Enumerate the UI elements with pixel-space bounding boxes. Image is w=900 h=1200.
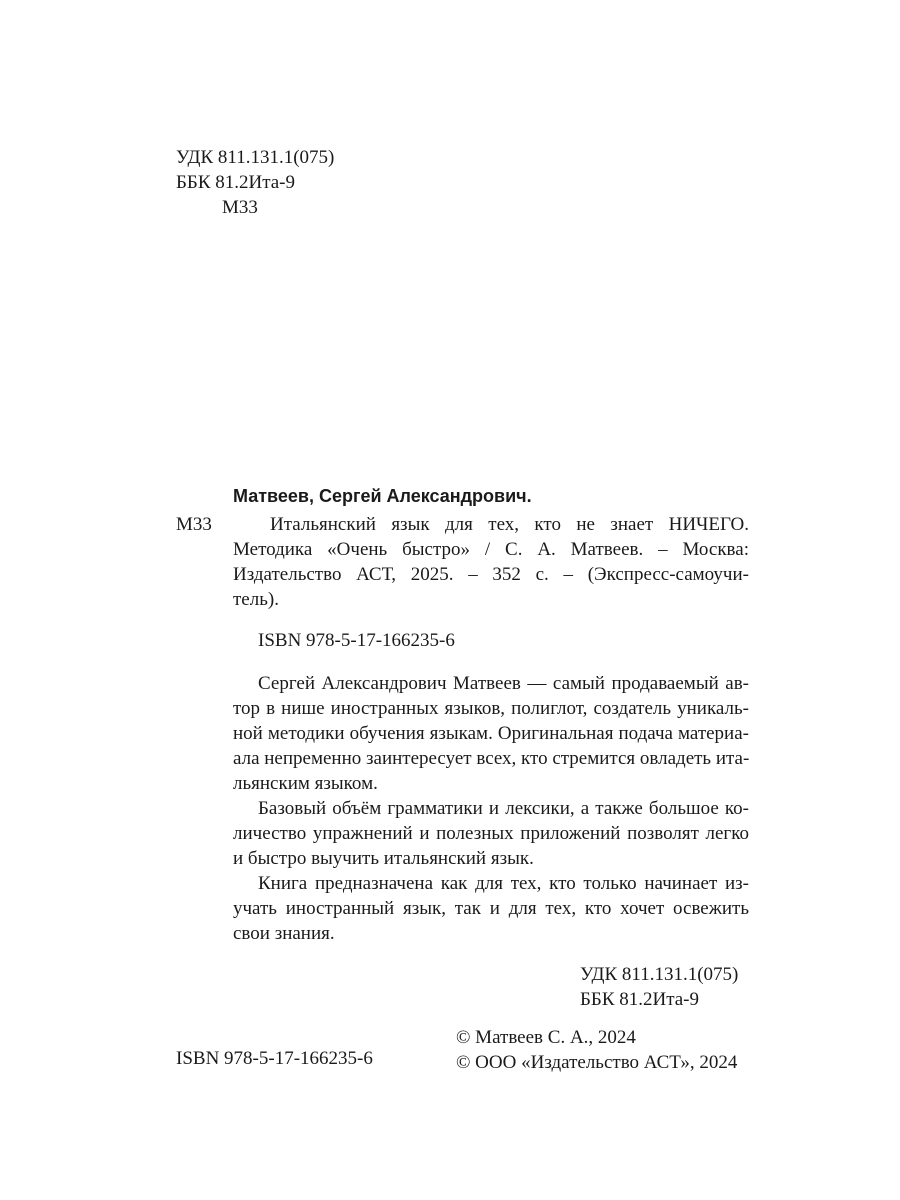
top-udk: УДК 811.131.1(075) bbox=[176, 147, 335, 168]
annotation-p3-line-3: свои знания. bbox=[233, 923, 335, 944]
annotation-p2-line-3: и быстро выучить итальянский язык. bbox=[233, 848, 534, 869]
annotation-p1-line-4: ала непременно заинтересует всех, кто стремится овладеть ита- bbox=[233, 748, 750, 769]
annotation-p1-line-5: льянским языком. bbox=[233, 773, 378, 794]
annotation-p1-line-3: ной методики обучения языкам. Оригинальная подача материа- bbox=[233, 723, 749, 744]
top-author-sign: М33 bbox=[222, 197, 258, 218]
title-line-1: Итальянский язык для тех, кто не знает НИЧЕГО. bbox=[270, 514, 749, 535]
title-line-3: Издательство АСТ, 2025. – 352 с. – (Экспресс-самоучи- bbox=[233, 564, 749, 585]
annotation-p2-line-2: личество упражнений и полезных приложений позволят легко bbox=[233, 823, 749, 844]
card-author-sign: М33 bbox=[176, 514, 212, 535]
annotation-p3-line-2: учать иностранный язык, так и для тех, кто хочет освежить bbox=[233, 898, 749, 919]
top-bbk: ББК 81.2Ита-9 bbox=[176, 172, 296, 193]
copyright-publisher: © ООО «Издательство АСТ», 2024 bbox=[456, 1052, 738, 1073]
copyright-author: © Матвеев С. А., 2024 bbox=[456, 1027, 636, 1048]
annotation-p1-line-1: Сергей Александрович Матвеев — самый продаваемый ав- bbox=[258, 673, 749, 694]
title-line-2: Методика «Очень быстро» / С. А. Матвеев. – Москва: bbox=[233, 539, 749, 560]
annotation-p3-line-1: Книга предназначена как для тех, кто только начинает из- bbox=[258, 873, 749, 894]
bottom-udk: УДК 811.131.1(075) bbox=[580, 964, 739, 985]
author-heading: Матвеев, Сергей Александрович. bbox=[233, 486, 532, 506]
card-isbn: ISBN 978-5-17-166235-6 bbox=[258, 630, 455, 651]
title-line-4: тель). bbox=[233, 589, 279, 610]
bottom-bbk: ББК 81.2Ита-9 bbox=[580, 989, 700, 1010]
footer-isbn: ISBN 978-5-17-166235-6 bbox=[176, 1048, 373, 1069]
annotation-p1-line-2: тор в нише иностранных языков, полиглот, создатель уникаль- bbox=[233, 698, 749, 719]
annotation-p2-line-1: Базовый объём грамматики и лексики, а также большое ко- bbox=[258, 798, 749, 819]
